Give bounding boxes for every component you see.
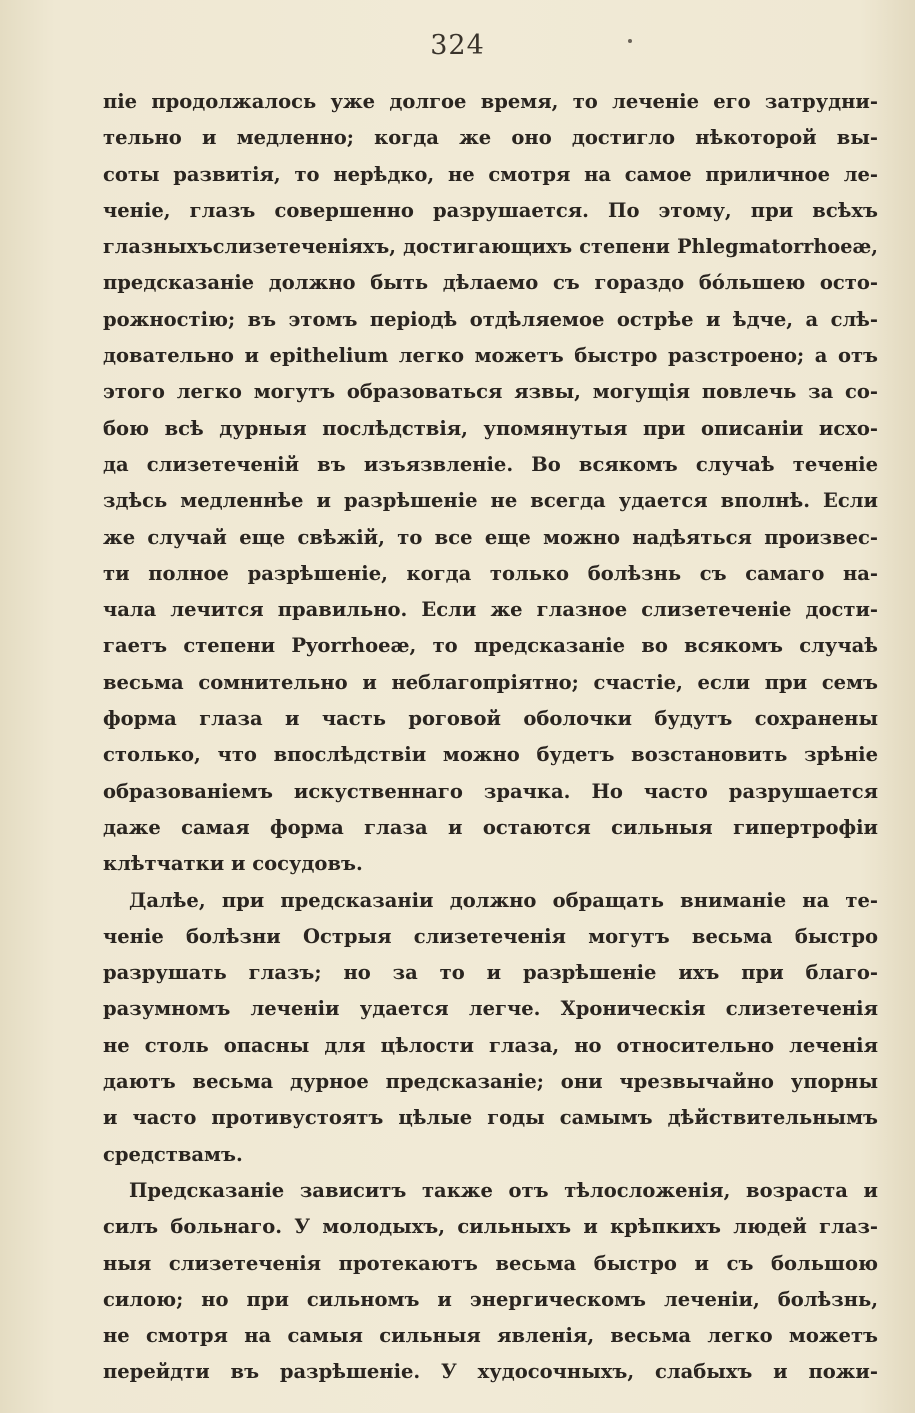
text-line: столько, что впослѣдствіи можно будетъ возстановить зрѣніе xyxy=(103,743,878,767)
text-line: предсказаніе должно быть дѣлаемо съ гораздо бо́льшею осто- xyxy=(103,271,878,295)
text-line: рожностію; въ этомъ періодѣ отдѣляемое острѣе и ѣдче, а слѣ- xyxy=(103,307,878,331)
text-line: Предсказаніе зависитъ также отъ тѣлосложенія, возраста и xyxy=(129,1178,878,1202)
text-line: гаетъ степени Pyorrhoeæ, то предсказаніе во всякомъ случаѣ xyxy=(103,634,878,658)
text-line: перейдти въ разрѣшеніе. У худосочныхъ, слабыхъ и пожи- xyxy=(103,1360,878,1384)
text-line: же случай еще свѣжій, то все еще можно надѣяться произвес- xyxy=(103,525,878,549)
text-line: силъ больнаго. У молодыхъ, сильныхъ и крѣпкихъ людей глаз- xyxy=(103,1215,878,1239)
text-line: даютъ весьма дурное предсказаніе; они чрезвычайно упорны xyxy=(103,1070,878,1094)
text-line: Далѣе, при предсказаніи должно обращать вниманіе на те- xyxy=(129,888,878,912)
text-line: чала лечится правильно. Если же глазное слизетеченіе дости- xyxy=(103,598,878,622)
text-line: образованіемъ искуственнаго зрачка. Но часто разрушается xyxy=(103,779,878,803)
text-line: весьма сомнительно и неблагопріятно; счастіе, если при семъ xyxy=(103,670,878,694)
text-line: ти полное разрѣшеніе, когда только болѣзнь съ самаго на- xyxy=(103,561,878,585)
text-line: бою всѣ дурныя послѣдствія, упомянутыя при описаніи исхо- xyxy=(103,416,878,440)
text-line: разрушать глазъ; но за то и разрѣшеніе ихъ при благо- xyxy=(103,961,878,985)
text-line: и часто противустоятъ цѣлые годы самымъ дѣйствительнымъ xyxy=(103,1106,878,1130)
text-line: піе продолжалось уже долгое время, то леченіе его затрудни- xyxy=(103,90,878,113)
text-line: не столь опасны для цѣлости глаза, но относительно леченія xyxy=(103,1033,878,1057)
text-line: ченіе, глазъ совершенно разрушается. По этому, при всѣхъ xyxy=(103,198,878,222)
text-line: не смотря на самыя сильныя явленія, весьма легко можетъ xyxy=(103,1324,878,1348)
text-line: силою; но при сильномъ и энергическомъ леченіи, болѣзнь, xyxy=(103,1287,878,1311)
text-line: здѣсь медленнѣе и разрѣшеніе не всегда удается вполнѣ. Если xyxy=(103,489,878,513)
text-line: довательно и epithelium легко можетъ быстро разстроено; а отъ xyxy=(103,344,878,368)
text-line: форма глаза и часть роговой оболочки будутъ сохранены xyxy=(103,707,878,731)
text-line: глазныхъслизетеченіяхъ, достигающихъ степени Phlegmatorrhoeæ, xyxy=(103,235,878,259)
text-line: тельно и медленно; когда же оно достигло нѣкоторой вы- xyxy=(103,126,878,150)
text-line: клѣтчатки и сосудовъ. xyxy=(103,852,363,876)
text-line: даже самая форма глаза и остаются сильныя гипертрофіи xyxy=(103,815,878,839)
text-line: ченіе болѣзни Острыя слизетеченія могутъ весьма быстро xyxy=(103,924,878,948)
ink-speck xyxy=(628,39,632,43)
page-number: 324 xyxy=(430,30,485,61)
body-text xyxy=(103,84,878,1391)
text-line: ныя слизетеченія протекаютъ весьма быстро и съ большою xyxy=(103,1251,878,1275)
text-line: разумномъ леченіи удается легче. Хроническія слизетеченія xyxy=(103,997,878,1021)
text-line: соты развитія, то нерѣдко, не смотря на самое приличное ле- xyxy=(103,162,878,186)
text-line: средствамъ. xyxy=(103,1142,243,1166)
text-line: да слизетеченій въ изъязвленіе. Во всякомъ случаѣ теченіе xyxy=(103,452,878,476)
text-line: этого легко могутъ образоваться язвы, могущія повлечь за со- xyxy=(103,380,878,404)
